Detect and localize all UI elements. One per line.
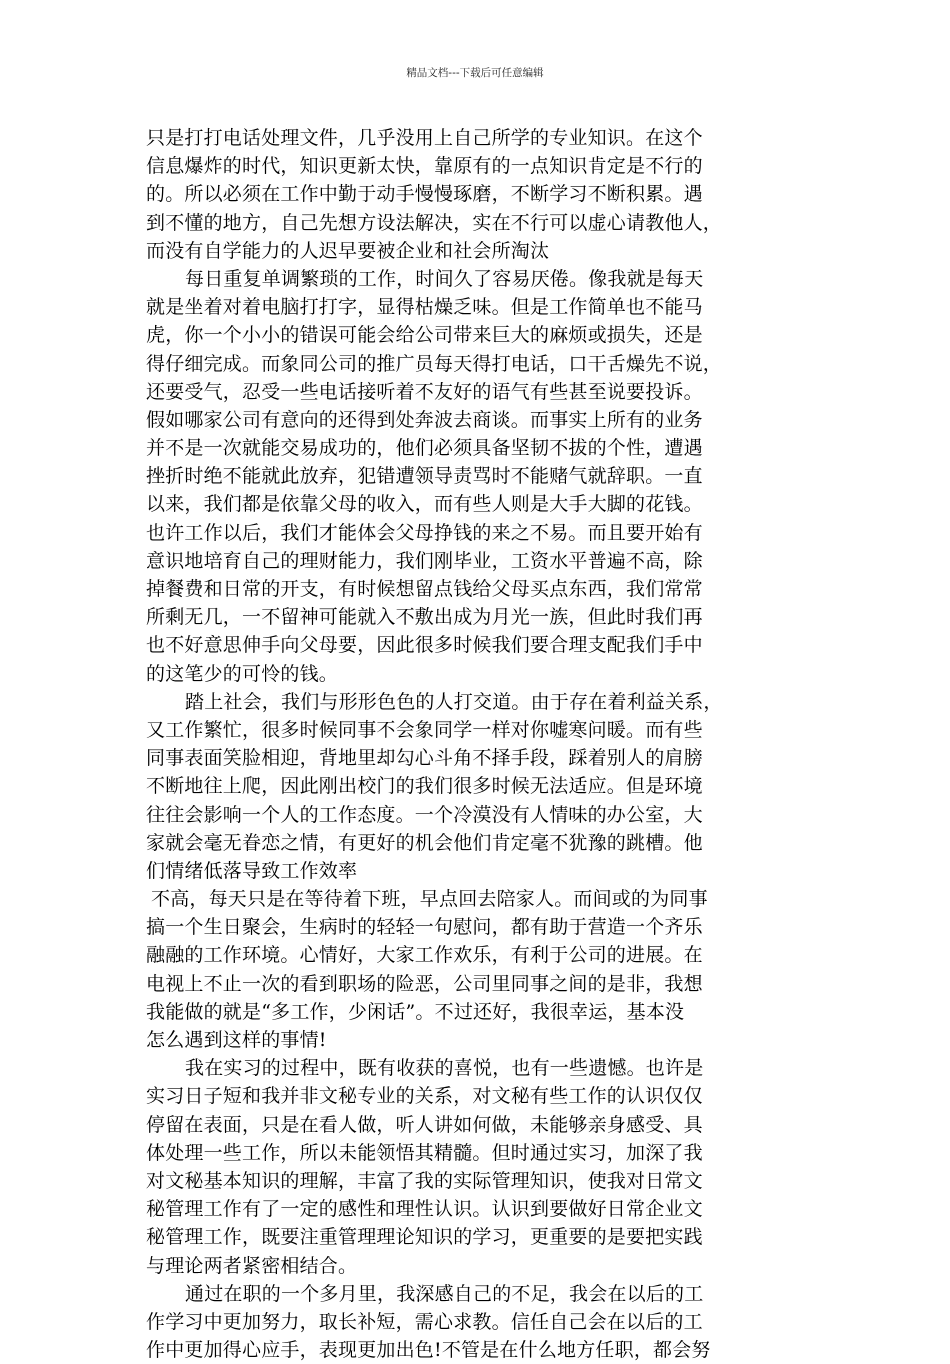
text-line: 所剩无几，一不留神可能就入不敷出成为月光一族，但此时我们再 [146,606,703,629]
text-line: 体处理一些工作，所以未能领悟其精髓。但时通过实习，加深了我 [146,1141,703,1164]
text-line: 作中更加得心应手，表现更加出色!不管是在什么地方任职，都会努 [146,1339,711,1362]
text-line: 电视上不止一次的看到职场的险恶，公司里同事之间的是非，我想 [146,972,703,995]
text-line: 到不懂的地方，自己先想方设法解决，实在不行可以虚心请教他人， [146,211,723,234]
text-line: 又工作繁忙，很多时候同事不会象同学一样对你嘘寒问暖。而有些 [146,718,703,741]
text-line: 往往会影响一个人的工作态度。一个冷漠没有人情味的办公室，大 [146,803,703,826]
text-line: 虎，你一个小小的错误可能会给公司带来巨大的麻烦或损失，还是 [146,324,703,347]
text-line: 的这笔少的可怜的钱。 [146,662,339,685]
text-line: 融融的工作环境。心情好，大家工作欢乐，有利于公司的进展。在 [146,944,703,967]
page-header: 精品文档---下载后可任意编辑 [406,67,544,79]
text-line: 就是坐着对着电脑打打字，显得枯燥乏味。但是工作简单也不能马 [146,296,703,319]
text-line: 实习日子短和我并非文秘专业的关系，对文秘有些工作的认识仅仅 [146,1085,703,1108]
text-line: 以来，我们都是依靠父母的收入，而有些人则是大手大脚的花钱。 [146,493,703,516]
text-line: 秘管理工作有了一定的感性和理性认识。认识到要做好日常企业文 [146,1198,703,1221]
text-line: 掉餐费和日常的开支，有时候想留点钱给父母买点东西，我们常常 [146,578,703,600]
text-line: 只是打打电话处理文件，几乎没用上自己所学的专业知识。在这个 [146,127,703,149]
text-line: 同事表面笑脸相迎，背地里却勾心斗角不择手段，踩着别人的肩膀 [146,747,703,770]
text-line: 我能做的就是“多工作，少闲话”。不过还好，我很幸运，基本没 [146,1000,685,1023]
text-line: 意识地培育自己的理财能力，我们刚毕业，工资水平普遍不高，除 [146,549,703,572]
paragraph [146,1280,818,1364]
text-line: 踏上社会，我们与形形色色的人打交道。由于存在着利益关系， [185,690,723,713]
paragraph [146,124,818,265]
text-line: 作学习中更加努力，取长补短，需心求教。信任自己会在以后的工 [146,1310,703,1333]
text-line: 信息爆炸的时代，知识更新太快，靠原有的一点知识肯定是不行的 [146,155,703,178]
text-line: 挫折时绝不能就此放弃，犯错遭领导责骂时不能赌气就辞职。一直 [146,465,703,488]
text-line: 通过在职的一个多月里，我深感自己的不足，我会在以后的工 [185,1282,704,1305]
document-body [146,124,818,1364]
text-line: 也不好意思伸手向父母要，因此很多时候我们要合理支配我们手中 [146,634,703,657]
text-line: 还要受气，忍受一些电话接听着不友好的语气有些甚至说要投诉。 [146,380,703,403]
text-line: 停留在表面，只是在看人做，听人讲如何做，未能够亲身感受、具 [146,1113,703,1136]
paragraph [146,1054,818,1280]
text-line: 们情绪低落导致工作效率 [146,859,358,882]
text-line: 我在实习的过程中，既有收获的喜悦，也有一些遗憾。也许是 [185,1057,704,1080]
text-line: 对文秘基本知识的理解，丰富了我的实际管理知识，使我对日常文 [146,1169,703,1192]
text-line: 得仔细完成。而象同公司的推广员每天得打电话，口干舌燥先不说， [146,352,723,375]
text-line: 与理论两者紧密相结合。 [146,1254,358,1277]
text-line: 并不是一次就能交易成功的，他们必须具备坚韧不拔的个性，遭遇 [146,437,703,460]
text-line: 假如哪家公司有意向的还得到处奔波去商谈。而事实上所有的业务 [146,408,703,431]
paragraph [146,688,818,885]
text-line: 怎么遇到这样的事情! [146,1029,327,1051]
text-line: 搞一个生日聚会，生病时的轻轻一句慰问，都有助于营造一个齐乐 [146,916,703,939]
text-line: 不高，每天只是在等待着下班，早点回去陪家人。而间或的为同事 [151,888,708,911]
text-line: 的。所以必须在工作中勤于动手慢慢琢磨，不断学习不断积累。遇 [146,183,703,206]
text-line: 家就会毫无眷恋之情，有更好的机会他们肯定毫不犹豫的跳槽。他 [146,831,703,854]
text-line: 不断地往上爬，因此刚出校门的我们很多时候无法适应。但是环境 [146,775,703,798]
paragraph [146,885,818,1054]
text-line: 而没有自学能力的人迟早要被企业和社会所淘汰 [146,239,550,262]
text-line: 秘管理工作，既要注重管理理论知识的学习，更重要的是要把实践 [146,1226,703,1249]
text-line: 也许工作以后，我们才能体会父母挣钱的来之不易。而且要开始有 [146,521,703,544]
paragraph [146,265,818,688]
text-line: 每日重复单调繁琐的工作，时间久了容易厌倦。像我就是每天 [185,267,704,290]
